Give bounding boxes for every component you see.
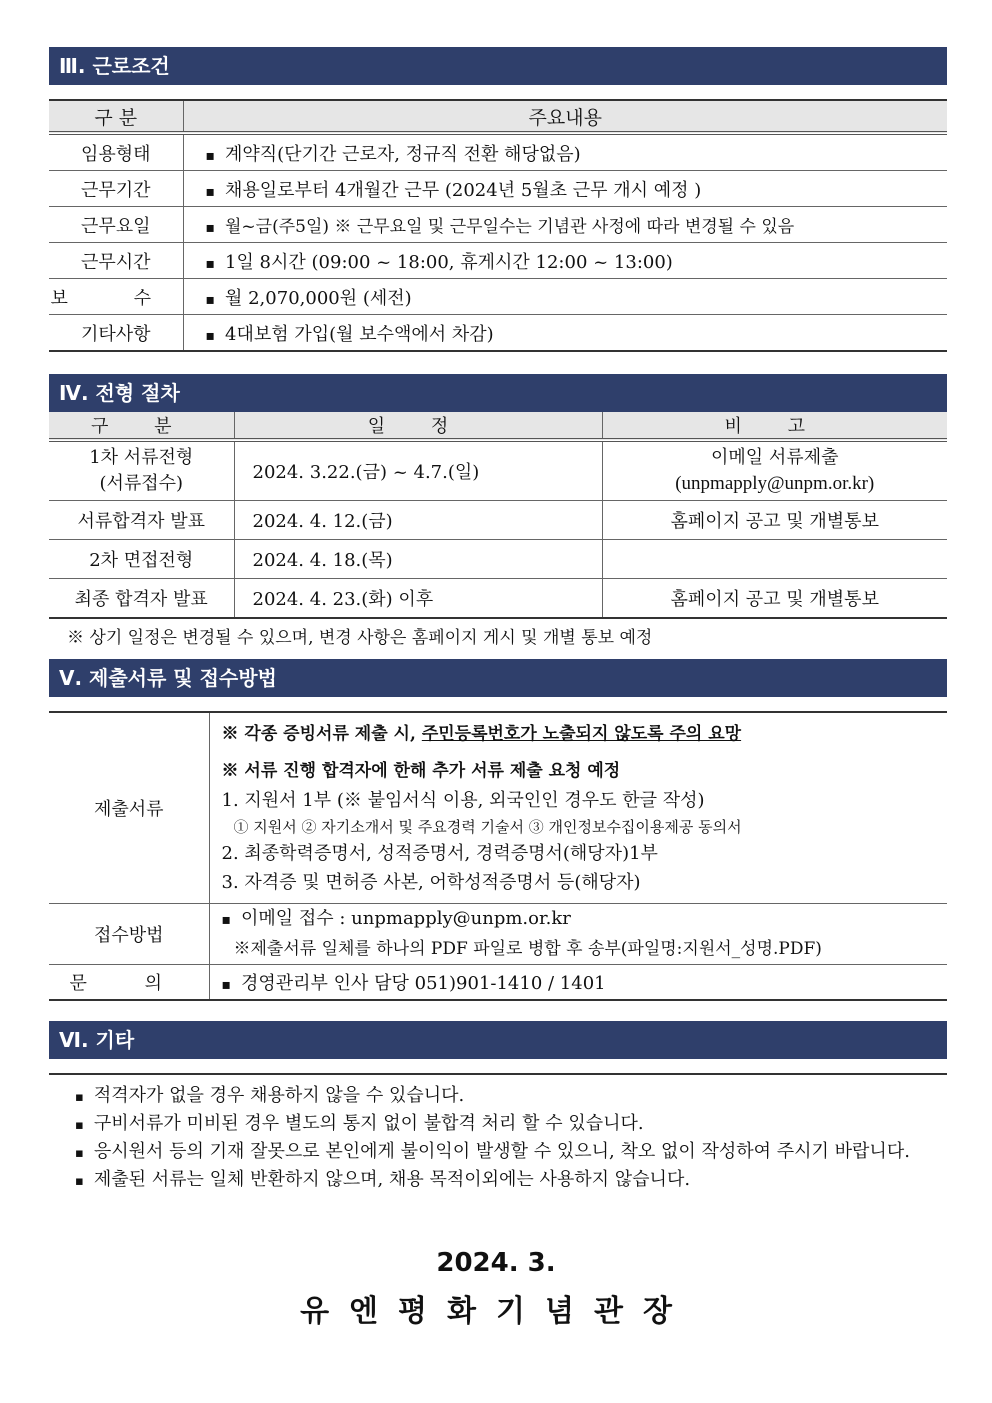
warning-line-1 bbox=[222, 720, 948, 749]
row-label: 임용형태 bbox=[49, 133, 183, 171]
row-note-line1: 이메일 서류제출 bbox=[711, 447, 839, 468]
doc-item-1: 1. 지원서 1부 (※ 붙임서식 이용, 외국인인 경우도 한글 작성) bbox=[221, 789, 705, 811]
table-row bbox=[49, 171, 947, 207]
row-label: 문 의 bbox=[49, 965, 209, 1001]
row-schedule: 2024. 4. 23.(화) 이후 bbox=[234, 579, 602, 619]
table-row bbox=[49, 579, 947, 619]
row-schedule: 2024. 4. 12.(금) bbox=[234, 501, 602, 540]
row-label: 제출서류 bbox=[49, 712, 209, 904]
row-label: 보 수 bbox=[49, 279, 183, 315]
row-value: ▪ 4대보험 가입(월 보수액에서 차감) bbox=[183, 315, 947, 352]
row-schedule: 2024. 4. 18.(목) bbox=[234, 540, 602, 579]
row-note bbox=[602, 540, 947, 579]
table-row bbox=[49, 965, 947, 1001]
row-note: 홈페이지 공고 및 개별통보 bbox=[602, 579, 947, 619]
table-row bbox=[49, 501, 947, 540]
document-date: 2024. 3. bbox=[436, 1248, 556, 1278]
section-6-header: Ⅵ. 기타 bbox=[49, 1021, 947, 1059]
row-value: ▪ 월~금(주5일) ※ 근무요일 및 근무일수는 기념관 사정에 따라 변경될 수 있음 bbox=[183, 207, 947, 243]
row-label: 최종 합격자 발표 bbox=[49, 579, 234, 619]
receipt-email[interactable]: ▪ 이메일 접수 : unpmapply@unpm.or.kr bbox=[222, 904, 948, 935]
row-schedule: 2024. 3.22.(금) ~ 4.7.(일) bbox=[234, 440, 602, 501]
row-label: 근무요일 bbox=[49, 207, 183, 243]
row-label: 서류합격자 발표 bbox=[49, 501, 234, 540]
row-value: ▪ 계약직(단기간 근로자, 정규직 전환 해당없음) bbox=[183, 133, 947, 171]
schedule-note: ※ 상기 일정은 변경될 수 있으며, 변경 사항은 홈페이지 게시 및 개별 통보 예정 bbox=[67, 628, 653, 648]
row-label: 기타사항 bbox=[49, 315, 183, 352]
table-row bbox=[49, 207, 947, 243]
submission-table bbox=[49, 711, 947, 1001]
contact-info: ▪ 경영관리부 인사 담당 051)901-1410 / 1401 bbox=[209, 965, 947, 1001]
doc-item-3: 3. 자격증 및 면허증 사본, 어학성적증명서 등(해당자) bbox=[221, 871, 641, 893]
doc-item-1-sub: ① 지원서 ② 자기소개서 및 주요경력 기술서 ③ 개인정보수집이용제공 동의서 bbox=[233, 817, 742, 836]
row-value: ▪ 월 2,070,000원 (세전) bbox=[183, 279, 947, 315]
table-header-category: 구 분 bbox=[49, 412, 234, 440]
section-5-header: Ⅴ. 제출서류 및 접수방법 bbox=[49, 659, 947, 697]
row-label: 근무시간 bbox=[49, 243, 183, 279]
receipt-content bbox=[209, 904, 947, 965]
table-header-category: 구 분 bbox=[49, 100, 183, 133]
row-value: ▪ 채용일로부터 4개월간 근무 (2024년 5월초 근무 개시 예정 ) bbox=[183, 171, 947, 207]
table-header-schedule: 일 정 bbox=[234, 412, 602, 440]
table-row bbox=[49, 279, 947, 315]
row-label: 접수방법 bbox=[49, 904, 209, 965]
table-row bbox=[49, 133, 947, 171]
row-label bbox=[49, 440, 234, 501]
working-conditions-table bbox=[49, 99, 947, 352]
documents-content bbox=[209, 712, 947, 904]
row-label: 2차 면접전형 bbox=[49, 540, 234, 579]
document-page bbox=[49, 0, 947, 1195]
row-value: ▪ 1일 8시간 (09:00 ~ 18:00, 휴게시간 12:00 ~ 13:00) bbox=[183, 243, 947, 279]
row-label-line2: (서류접수) bbox=[99, 473, 184, 494]
table-row bbox=[49, 540, 947, 579]
list-item: ▪ 제출된 서류는 일체 반환하지 않으며, 채용 목적이외에는 사용하지 않습니다. bbox=[75, 1167, 947, 1195]
table-row bbox=[49, 440, 947, 501]
email-link[interactable]: (unpmapply@unpm.or.kr) bbox=[675, 473, 875, 494]
receipt-note: ※제출서류 일체를 하나의 PDF 파일로 병합 후 송부(파일명:지원서_성명.PDF) bbox=[233, 939, 822, 959]
list-item: ▪ 응시원서 등의 기재 잘못으로 본인에게 불이익이 발생할 수 있으니, 착오 없이 작성하여 주시기 바랍니다. bbox=[75, 1139, 947, 1167]
list-item: ▪ 적격자가 없을 경우 채용하지 않을 수 있습니다. bbox=[75, 1083, 947, 1111]
table-header-note: 비 고 bbox=[602, 412, 947, 440]
section-4-header: Ⅳ. 전형 절차 bbox=[49, 374, 947, 412]
row-label: 근무기간 bbox=[49, 171, 183, 207]
other-notes-list bbox=[49, 1073, 947, 1195]
list-item: ▪ 구비서류가 미비된 경우 별도의 통지 없이 불합격 처리 할 수 있습니다. bbox=[75, 1111, 947, 1139]
table-header-content: 주요내용 bbox=[183, 100, 947, 133]
table-row bbox=[49, 904, 947, 965]
warning-line-2: ※ 서류 진행 합격자에 한해 추가 서류 제출 요청 예정 bbox=[221, 760, 621, 781]
row-label-line1: 1차 서류전형 bbox=[89, 447, 194, 468]
warning-text: ※ 각종 증빙서류 제출 시, bbox=[221, 723, 422, 744]
row-note bbox=[602, 440, 947, 501]
row-note: 홈페이지 공고 및 개별통보 bbox=[602, 501, 947, 540]
section-3-header: Ⅲ. 근로조건 bbox=[49, 47, 947, 85]
selection-process-table bbox=[49, 412, 947, 619]
table-row bbox=[49, 243, 947, 279]
warning-underlined: 주민등록번호가 노출되지 않도록 주의 요망 bbox=[421, 723, 742, 744]
table-row bbox=[49, 315, 947, 352]
doc-item-2: 2. 최종학력증명서, 성적증명서, 경력증명서(해당자)1부 bbox=[221, 842, 658, 864]
organization-name: 유엔평화기념관장 bbox=[300, 1294, 692, 1329]
table-row bbox=[49, 712, 947, 904]
